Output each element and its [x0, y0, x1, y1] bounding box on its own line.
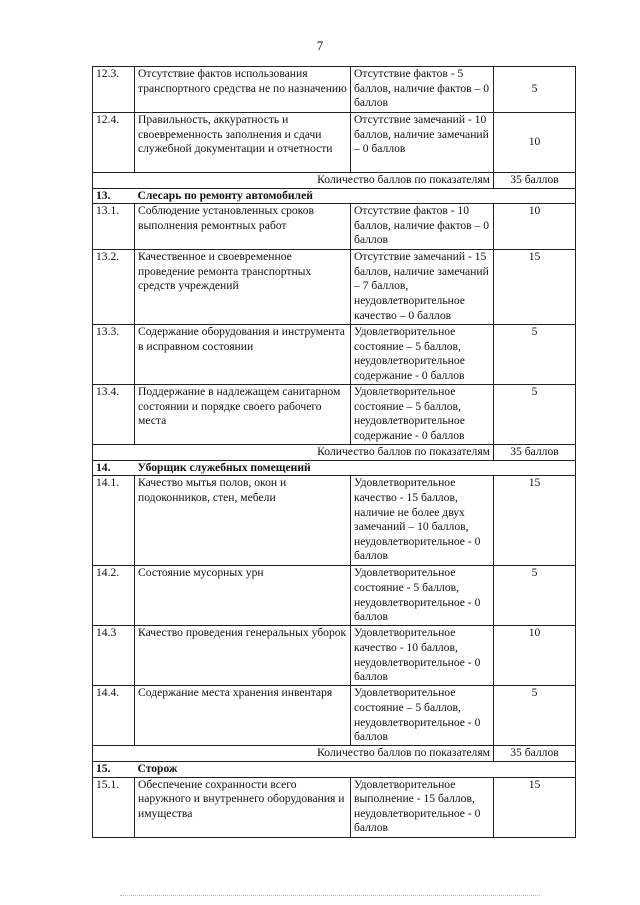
scoring-rule: Удовлетворительное выполнение - 15 баллов, неудовлетворительное - 0 баллов [351, 777, 494, 837]
section-number: 13. [93, 188, 135, 204]
score-value: 10 [494, 626, 576, 686]
score-value: 15 [494, 250, 576, 325]
criterion-text: Качество проведения генеральных уборок [135, 626, 351, 686]
table-row [93, 250, 576, 325]
scan-artifact-line [120, 895, 540, 898]
table-row [93, 113, 576, 173]
section-title: Слесарь по ремонту автомобилей [135, 188, 576, 204]
criterion-text: Качество мытья полов, окон и подоконников, стен, мебели [135, 476, 351, 566]
total-value: 35 баллов [494, 173, 576, 189]
table-row [93, 325, 576, 385]
score-value: 5 [494, 566, 576, 626]
table-row [93, 566, 576, 626]
score-value: 15 [494, 476, 576, 566]
criterion-text: Содержание места хранения инвентаря [135, 686, 351, 746]
table-row [93, 777, 576, 837]
table-row [93, 686, 576, 746]
table-row [93, 67, 576, 113]
criterion-text: Обеспечение сохранности всего наружного и внутреннего оборудования и имущества [135, 777, 351, 837]
total-label: Количество баллов по показателям [93, 173, 494, 189]
row-number: 14.1. [93, 476, 135, 566]
total-label: Количество баллов по показателям [93, 445, 494, 461]
row-number: 14.2. [93, 566, 135, 626]
scoring-rule: Удовлетворительное состояние - 5 баллов, неудовлетворительное - 0 баллов [351, 566, 494, 626]
score-value: 5 [494, 686, 576, 746]
score-value: 10 [494, 204, 576, 250]
score-value: 5 [494, 385, 576, 445]
criterion-text: Состояние мусорных урн [135, 566, 351, 626]
row-number: 13.3. [93, 325, 135, 385]
section-title: Сторож [135, 761, 576, 777]
section-header [93, 188, 576, 204]
criterion-text: Отсутствие фактов использования транспортного средства не по назначению [135, 67, 351, 113]
scoring-rule: Удовлетворительное состояние – 5 баллов, неудовлетворительное содержание - 0 баллов [351, 385, 494, 445]
table-row [93, 204, 576, 250]
section-header [93, 460, 576, 476]
table-row [93, 626, 576, 686]
table-row [93, 476, 576, 566]
criterion-text: Содержание оборудования и инструмента в исправном состоянии [135, 325, 351, 385]
total-value: 35 баллов [494, 445, 576, 461]
criterion-text: Поддержание в надлежащем санитарном состоянии и порядке своего рабочего места [135, 385, 351, 445]
total-value: 35 баллов [494, 746, 576, 762]
scoring-rule: Отсутствие фактов - 10 баллов, наличие фактов – 0 баллов [351, 204, 494, 250]
section-number: 15. [93, 761, 135, 777]
scoring-rule: Удовлетворительное качество - 15 баллов, наличие не более двух замечаний – 10 баллов, неудовлетворительное - 0 баллов [351, 476, 494, 566]
row-number: 13.1. [93, 204, 135, 250]
row-number: 14.3 [93, 626, 135, 686]
total-label: Количество баллов по показателям [93, 746, 494, 762]
evaluation-criteria-table [92, 66, 576, 838]
section-header [93, 761, 576, 777]
total-row [93, 445, 576, 461]
total-row [93, 173, 576, 189]
scoring-rule: Удовлетворительное состояние – 5 баллов, неудовлетворительное - 0 баллов [351, 686, 494, 746]
score-value: 5 [494, 325, 576, 385]
row-number: 13.4. [93, 385, 135, 445]
total-row [93, 746, 576, 762]
score-value: 15 [494, 777, 576, 837]
score-value: 5 [494, 67, 576, 113]
scoring-rule: Удовлетворительное состояние – 5 баллов, неудовлетворительное содержание - 0 баллов [351, 325, 494, 385]
scoring-rule: Отсутствие замечаний - 10 баллов, наличие замечаний – 0 баллов [351, 113, 494, 173]
criterion-text: Соблюдение установленных сроков выполнения ремонтных работ [135, 204, 351, 250]
criterion-text: Правильность, аккуратность и своевременность заполнения и сдачи служебной документации и отчетности [135, 113, 351, 173]
table-row [93, 385, 576, 445]
row-number: 12.3. [93, 67, 135, 113]
section-title: Уборщик служебных помещений [135, 460, 576, 476]
row-number: 12.4. [93, 113, 135, 173]
scoring-rule: Удовлетворительное качество - 10 баллов, неудовлетворительное - 0 баллов [351, 626, 494, 686]
row-number: 15.1. [93, 777, 135, 837]
criterion-text: Качественное и своевременное проведение ремонта транспортных средств учреждений [135, 250, 351, 325]
scoring-rule: Отсутствие замечаний - 15 баллов, наличие замечаний – 7 баллов, неудовлетворительное качество – 0 баллов [351, 250, 494, 325]
scoring-rule: Отсутствие фактов - 5 баллов, наличие фактов – 0 баллов [351, 67, 494, 113]
row-number: 13.2. [93, 250, 135, 325]
section-number: 14. [93, 460, 135, 476]
score-value: 10 [494, 113, 576, 173]
row-number: 14.4. [93, 686, 135, 746]
page-number: 7 [316, 38, 324, 53]
